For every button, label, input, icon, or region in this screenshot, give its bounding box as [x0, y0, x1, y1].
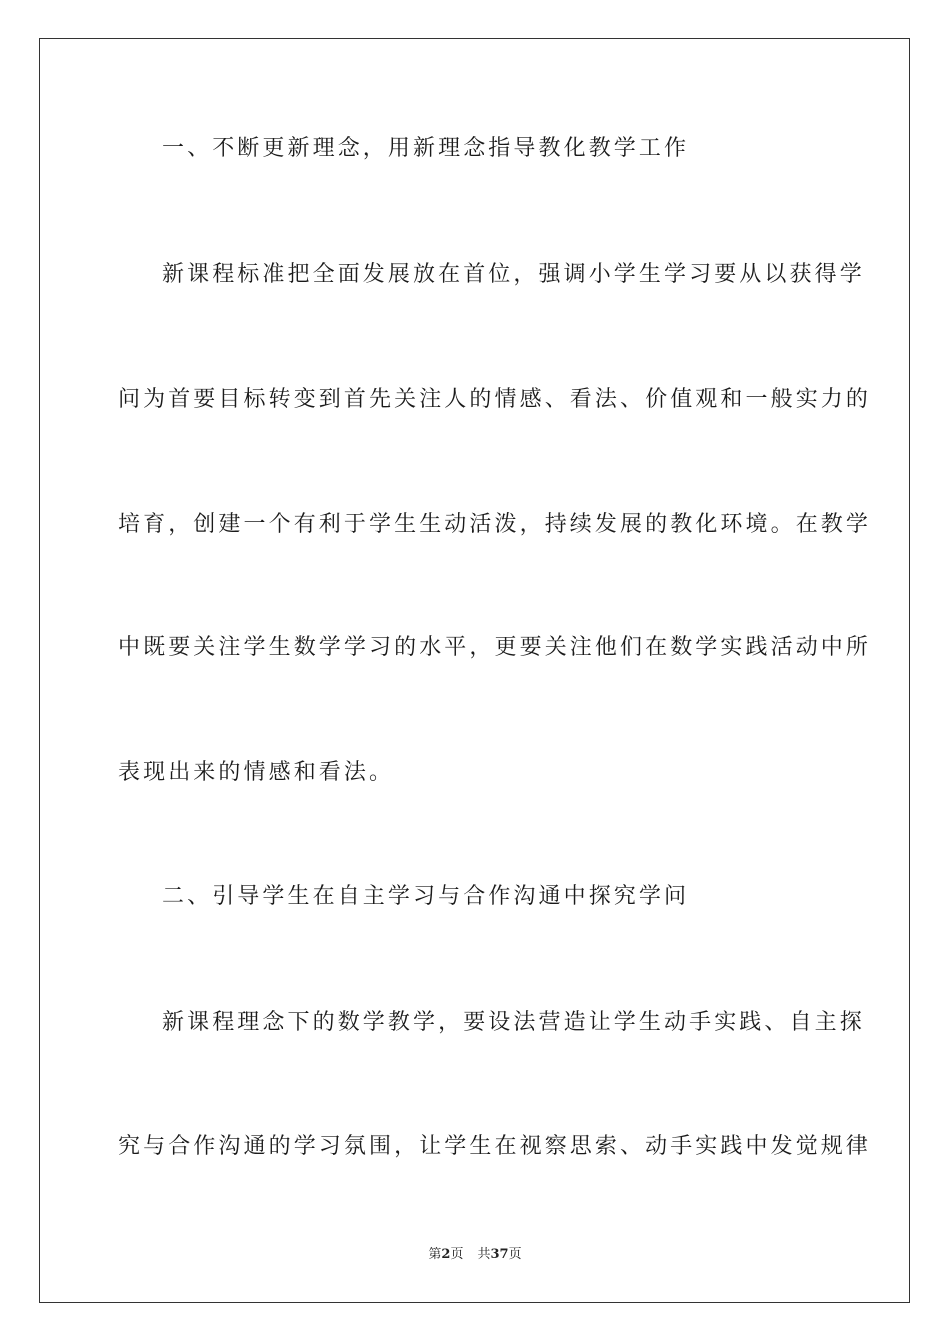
- page-border: [39, 38, 910, 1303]
- footer-page-prefix: 第: [428, 1247, 442, 1262]
- footer-page-number: 2: [441, 1247, 451, 1262]
- page-footer: [0, 1246, 950, 1264]
- paragraph-2-line-1: 新课程理念下的数学教学，要设法营造让学生动手实践、自主探: [162, 1010, 865, 1035]
- paragraph-1-line-3: 培育，创建一个有利于学生生动活泼，持续发展的教化环境。在教学: [118, 512, 872, 537]
- paragraph-1-line-5: 表现出来的情感和看法。: [118, 760, 395, 785]
- footer-total-pages: 37: [490, 1247, 509, 1262]
- paragraph-1-line-4: 中既要关注学生数学学习的水平，更要关注他们在数学实践活动中所: [118, 635, 872, 660]
- footer-total-prefix: 共: [477, 1247, 491, 1262]
- paragraph-1-line-1: 新课程标准把全面发展放在首位，强调小学生学习要从以获得学: [162, 262, 865, 287]
- footer-page-suffix: 页: [450, 1247, 464, 1262]
- heading-section-1: 一、不断更新理念，用新理念指导教化教学工作: [162, 136, 690, 161]
- footer-total-suffix: 页: [508, 1247, 522, 1262]
- paragraph-2-line-2: 究与合作沟通的学习氛围，让学生在视察思索、动手实践中发觉规律: [118, 1134, 872, 1159]
- heading-section-2: 二、引导学生在自主学习与合作沟通中探究学问: [162, 884, 690, 909]
- paragraph-1-line-2: 问为首要目标转变到首先关注人的情感、看法、价值观和一般实力的: [118, 387, 872, 412]
